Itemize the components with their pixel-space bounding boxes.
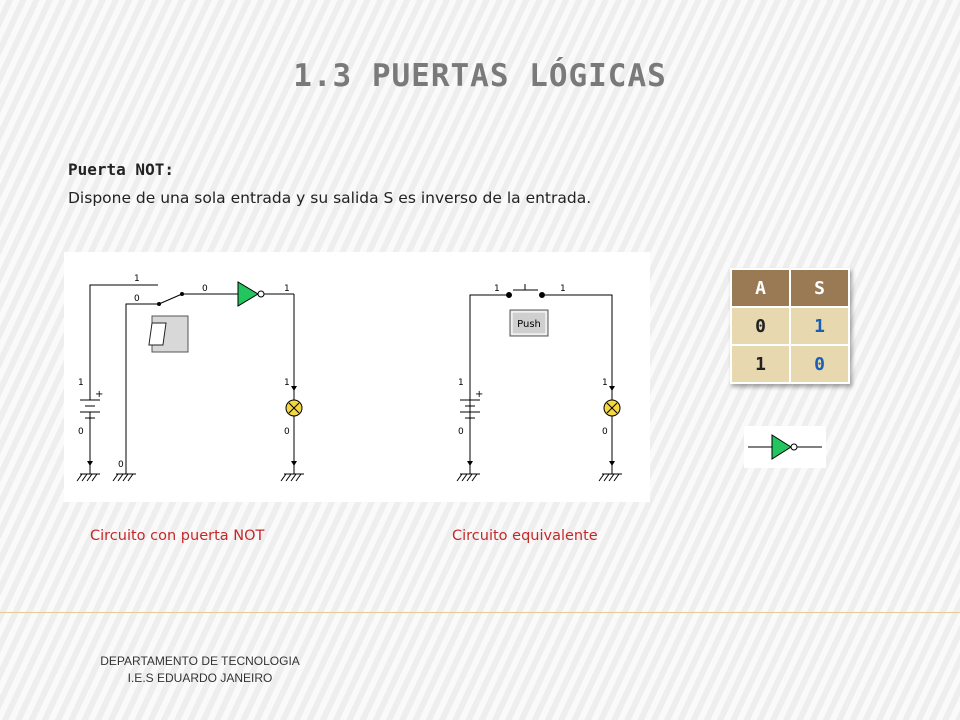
output-cell: 0 [790, 345, 849, 383]
arrow-icon [291, 461, 297, 466]
not-gate-icon [744, 426, 826, 468]
lamp-icon [604, 400, 620, 416]
footer-school: I.E.S EDUARDO JANEIRO [127, 671, 273, 685]
header-cell-s: S [790, 269, 849, 307]
output-cell: 1 [790, 307, 849, 345]
signal-label: 0 [458, 427, 464, 437]
input-cell: 1 [731, 345, 790, 383]
gate-description: Dispone de una sola entrada y su salida S es inverso de la entrada. [68, 189, 592, 207]
truth-table [730, 268, 850, 384]
plus-sign: + [475, 389, 484, 400]
not-gate-bubble [258, 291, 264, 297]
caption-not-circuit: Circuito con puerta NOT [90, 528, 265, 544]
input-cell: 0 [731, 307, 790, 345]
signal-label: 0 [134, 294, 140, 304]
not-gate-symbol [238, 282, 258, 306]
wire-top [90, 285, 158, 474]
signal-label: 0 [202, 284, 208, 294]
plus-sign: + [95, 389, 104, 400]
table-row [731, 345, 849, 383]
signal-label: 1 [458, 378, 464, 388]
header-cell-a: A [731, 269, 790, 307]
signal-label: 1 [284, 284, 290, 294]
signal-label: 1 [284, 378, 290, 388]
signal-label: 1 [560, 284, 566, 294]
signal-label: 1 [602, 378, 608, 388]
switch-blade [159, 294, 182, 304]
push-button-label: Push [517, 319, 541, 330]
signal-label: 1 [78, 378, 84, 388]
circuit-diagram [64, 252, 650, 502]
wire-equiv-in [470, 295, 506, 474]
circuit-panel [64, 252, 650, 502]
gate-subtitle: Puerta NOT: [68, 160, 174, 179]
caption-equivalent-circuit: Circuito equivalente [452, 528, 598, 544]
toggle-switch-icon [149, 323, 166, 345]
footer [80, 653, 320, 687]
signal-label: 0 [602, 427, 608, 437]
signal-label: 1 [134, 274, 140, 284]
signal-label: 1 [494, 284, 500, 294]
not-gate-symbol-box [744, 426, 826, 468]
push-contact [507, 293, 512, 298]
truth-table-header [731, 269, 849, 307]
footer-divider [0, 612, 960, 613]
signal-label: 0 [284, 427, 290, 437]
lamp-icon [286, 400, 302, 416]
slide-title: 1.3 PUERTAS LÓGICAS [293, 58, 667, 94]
signal-label: 0 [118, 460, 124, 470]
signal-label: 0 [78, 427, 84, 437]
footer-department: DEPARTAMENTO DE TECNOLOGIA [100, 654, 300, 668]
table-row [731, 307, 849, 345]
ground-icon [77, 474, 622, 481]
switch-contact [157, 302, 161, 306]
